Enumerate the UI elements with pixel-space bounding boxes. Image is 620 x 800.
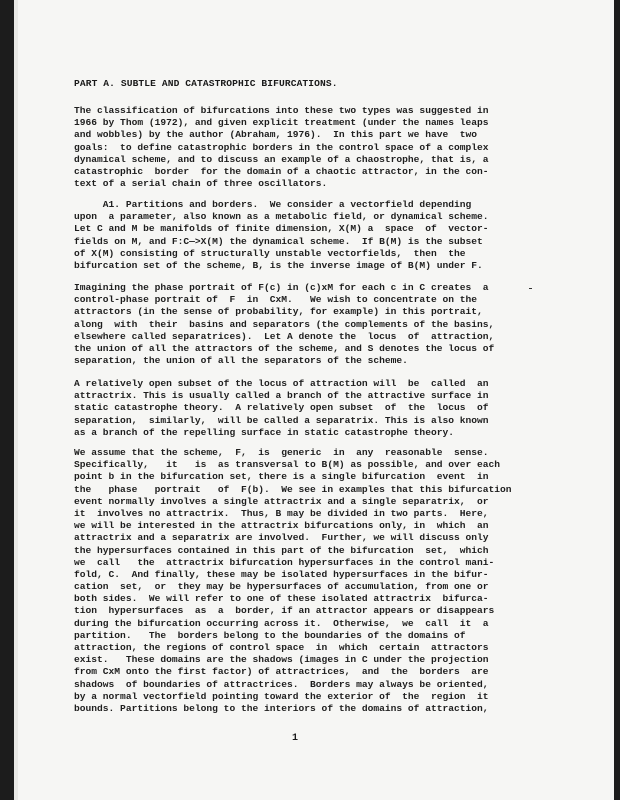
text-line: shadows of boundaries of attractrices. Borders may always be oriented, (74, 678, 489, 690)
text-line: attractrix and a separatrix are involved. Further, we will discuss only (74, 532, 489, 544)
text-line: static catastrophe theory. A relatively open subset of the locus of (74, 402, 489, 414)
text-line: as a branch of the repelling surface in static catastrophe theory. (74, 426, 454, 438)
text-line: the union of all the attractors of the scheme, and S denotes the locus of (74, 342, 495, 354)
paragraph-phase-portrait (74, 282, 494, 367)
text-line: we will be interested in the attractrix bifurcations only, in which an (74, 520, 489, 532)
text-line: point b in the bifurcation set, there is a single bifurcation event in (74, 471, 489, 483)
text-line: the phase portrait of F(b). We see in examples that this bifurcation (74, 483, 512, 495)
text-line: goals: to define catastrophic borders in the control space of a complex (74, 141, 489, 153)
text-line: catastrophic border for the domain of a chaotic attractor, in the con- (74, 165, 489, 177)
paper-edge (14, 0, 18, 800)
text-line: 1966 by Thom (1972), and given explicit treatment (under the names leaps (74, 117, 489, 129)
text-line: bounds. Partitions belong to the interiors of the domains of attraction, (74, 702, 489, 714)
text-line: We assume that the scheme, F, is generic in any reasonable sense. (74, 447, 489, 458)
text-line: event normally involves a single attractrix and a single separatrix, or (74, 495, 489, 507)
text-line: from CxM onto the first factor) of attractrices, and the borders are (74, 666, 489, 678)
text-line: A relatively open subset of the locus of attraction will be called an (74, 378, 489, 389)
text-line: upon a parameter, also known as a metabolic field, or dynamical scheme. (74, 211, 489, 223)
text-line: elsewhere called separatrices). Let A denote the locus of attraction, (74, 330, 495, 342)
text-line: fold, C. And finally, these may be isolated hypersurfaces in the bifur- (74, 568, 489, 580)
text-line: during the bifurcation occurring across it. Otherwise, we call it a (74, 617, 489, 629)
text-line: dynamical scheme, and to discuss an example of a chaostrophe, that is, a (74, 153, 489, 165)
margin-mark (529, 288, 532, 289)
text-line: bifurcation set of the scheme, B, is the inverse image of B(M) under F. (74, 259, 483, 271)
text-line: the hypersurfaces contained in this part of the bifurcation set, which (74, 544, 489, 556)
text-line: partition. The borders belong to the boundaries of the domains of (74, 629, 466, 641)
text-line: attraction, the regions of control space in which certain attractors (74, 642, 489, 653)
paragraph-generic-scheme (74, 447, 512, 715)
text-line: and wobbles) by the author (Abraham, 1976). In this part we have two (74, 129, 478, 141)
document-page (14, 0, 614, 800)
page-number: 1 (292, 733, 299, 744)
text-line: we call the attractrix bifurcation hypersurfaces in the control mani- (74, 556, 495, 568)
text-line: Let C and M be manifolds of finite dimension, X(M) a space of vector- (74, 223, 489, 235)
text-line: A1. Partitions and borders. We consider a vectorfield depending (74, 199, 472, 210)
paragraph-attractrix (74, 378, 489, 439)
text-line: of X(M) consisting of structurally unstable vectorfields, then the (74, 247, 466, 259)
text-line: separation, similarly, will be called a separatrix. This is also known (74, 414, 489, 426)
text-line: control-phase portrait of F in CxM. We wish to concentrate on the (74, 294, 478, 306)
text-line: cation set, or they may be hypersurfaces of accumulation, from one or (74, 581, 489, 593)
text-line: both sides. We will refer to one of these isolated attractrix bifurca- (74, 593, 489, 605)
paragraph-classification (74, 105, 489, 190)
text-line: attractors (in the sense of probability, for example) in this portrait, (74, 306, 483, 318)
text-line: exist. These domains are the shadows (images in C under the projection (74, 654, 489, 666)
text-line: tion hypersurfaces as a border, if an attractor appears or disappears (74, 605, 495, 617)
text-line: by a normal vectorfield pointing toward the exterior of the region it (74, 690, 489, 702)
text-line: it involves no attractrix. Thus, B may be divided in two parts. Here, (74, 507, 489, 519)
paragraph-partitions-borders (74, 199, 489, 272)
text-line: fields on M, and F:C—>X(M) the dynamical scheme. If B(M) is the subset (74, 235, 483, 247)
text-line: Specifically, it is as transversal to B(M) as possible, and over each (74, 459, 501, 471)
text-line: Imagining the phase portrait of F(c) in (c)xM for each c in C creates a (74, 282, 489, 293)
text-line: attractrix. This is usually called a branch of the attractive surface in (74, 390, 489, 402)
text-line: text of a serial chain of three oscillators. (74, 178, 328, 190)
text-line: along with their basins and separators (the complements of the basins, (74, 318, 495, 330)
section-heading: PART A. SUBTLE AND CATASTROPHIC BIFURCATIONS. (74, 78, 338, 89)
text-line: separation, the union of all the separators of the scheme. (74, 355, 408, 367)
text-line: The classification of bifurcations into these two types was suggested in (74, 105, 489, 116)
